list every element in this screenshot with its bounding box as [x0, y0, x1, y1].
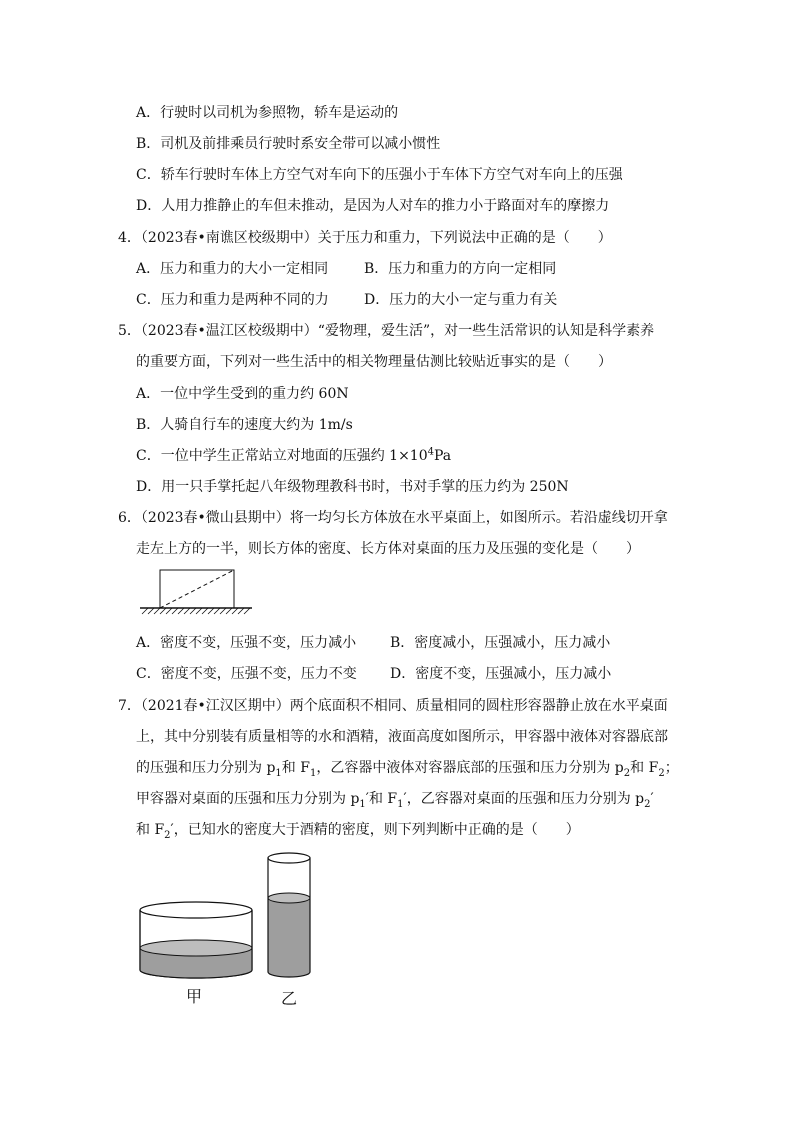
dashed-cut-line: [160, 570, 234, 608]
subscript: 2: [658, 767, 665, 779]
q6-option-a: A．密度不变，压强不变，压力减小: [136, 635, 357, 651]
q7-text: ′和 F: [365, 791, 398, 807]
q5-stem-line1: 5．（2023春•温江区校级期中）“爱物理，爱生活”，对一些生活常识的认知是科学素养: [118, 323, 655, 339]
q7-stem-line2: 上，其中分别装有质量相等的水和酒精，液面高度如图所示，甲容器中液体对容器底部: [136, 729, 668, 745]
q6-block-figure: [140, 568, 270, 620]
q5-option-a: A．一位中学生受到的重力约 60N: [136, 386, 349, 402]
q5-option-c-unit: Pa: [434, 448, 452, 464]
q7-text: ，乙容器中液体对容器底部的压强和压力分别为 p: [316, 760, 624, 776]
q5-option-c: [136, 447, 451, 465]
q3-option-b: B．司机及前排乘员行驶时系安全带可以减小惯性: [136, 136, 441, 152]
q5-option-d: D．用一只手掌托起八年级物理教科书时，书对手掌的压力约为 250N: [136, 479, 569, 495]
q7-text: 甲容器对桌面的压强和压力分别为 p: [136, 791, 360, 807]
q7-text: 和 F: [630, 760, 659, 776]
q7-text: 和 F: [281, 760, 310, 776]
subscript: 2: [623, 767, 631, 779]
q7-text: ′，已知水的密度大于酒精的密度，则下列判断中正确的是（ ）: [170, 822, 580, 838]
q4-stem: 4．（2023春•南谯区校级期中）关于压力和重力，下列说法中正确的是（ ）: [118, 230, 612, 246]
q5-stem-line2: 的重要方面，下列对一些生活中的相关物理量估测比较贴近事实的是（ ）: [136, 354, 612, 370]
container-yi: [268, 853, 310, 977]
q6-stem-line2: 走左上方的一半，则长方体的密度、长方体对桌面的压力及压强的变化是（ ）: [136, 541, 640, 557]
liquid-yi: [268, 898, 310, 977]
q7-stem-line4: [136, 790, 654, 808]
q7-text: ′: [650, 791, 654, 807]
q7-stem-line3: [136, 759, 679, 777]
container-jia: [140, 902, 252, 978]
subscript: 1: [397, 798, 404, 810]
q4-option-c: C．压力和重力是两种不同的力: [136, 292, 329, 308]
q7-containers-figure: [130, 850, 330, 1010]
subscript: 2: [644, 798, 651, 810]
subscript: 1: [309, 767, 317, 779]
label-jia: 甲: [186, 987, 203, 1006]
q4-option-d: D．压力的大小一定与重力有关: [364, 292, 558, 308]
q4-option-a: A．压力和重力的大小一定相同: [136, 261, 329, 277]
q4-option-b: B．压力和重力的方向一定相同: [364, 261, 557, 277]
q7-stem-line1: 7．（2021春•江汉区期中）两个底面积不相同、质量相同的圆柱形容器静止放在水平桌面: [118, 698, 668, 714]
label-yi: 乙: [281, 989, 298, 1008]
subscript: 1: [275, 767, 282, 779]
q5-option-c-text: C．一位中学生正常站立对地面的压强约 1×10: [136, 448, 428, 464]
q5-option-b: B．人骑自行车的速度大约为 1m/s: [136, 417, 353, 433]
q5-exponent: 4: [427, 446, 434, 458]
q6-stem-line1: 6．（2023春•微山县期中）将一均匀长方体放在水平桌面上，如图所示。若沿虚线切开拿: [118, 510, 668, 526]
q3-option-c: C．轿车行驶时车体上方空气对车向下的压强小于车体下方空气对车向上的压强: [136, 167, 623, 183]
q7-text: 和 F: [136, 822, 165, 838]
q3-option-a: A．行驶时以司机为参照物，轿车是运动的: [136, 105, 399, 121]
table-hatching: [142, 608, 250, 614]
q7-text: 的压强和压力分别为 p: [136, 760, 276, 776]
q6-option-c: C．密度不变，压强不变，压力不变: [136, 666, 357, 682]
q7-stem-line5: [136, 821, 580, 839]
subscript: 1: [359, 798, 366, 810]
q6-option-b: B．密度减小，压强减小，压力减小: [390, 635, 611, 651]
q7-text: ；: [664, 760, 679, 776]
q3-option-d: D．人用力推静止的车但未推动，是因为人对车的推力小于路面对车的摩擦力: [136, 198, 610, 214]
q7-text: ′，乙容器对桌面的压强和压力分别为 p: [403, 791, 645, 807]
q6-option-d: D．密度不变，压强减小，压力减小: [390, 666, 612, 682]
subscript: 2: [164, 829, 171, 841]
